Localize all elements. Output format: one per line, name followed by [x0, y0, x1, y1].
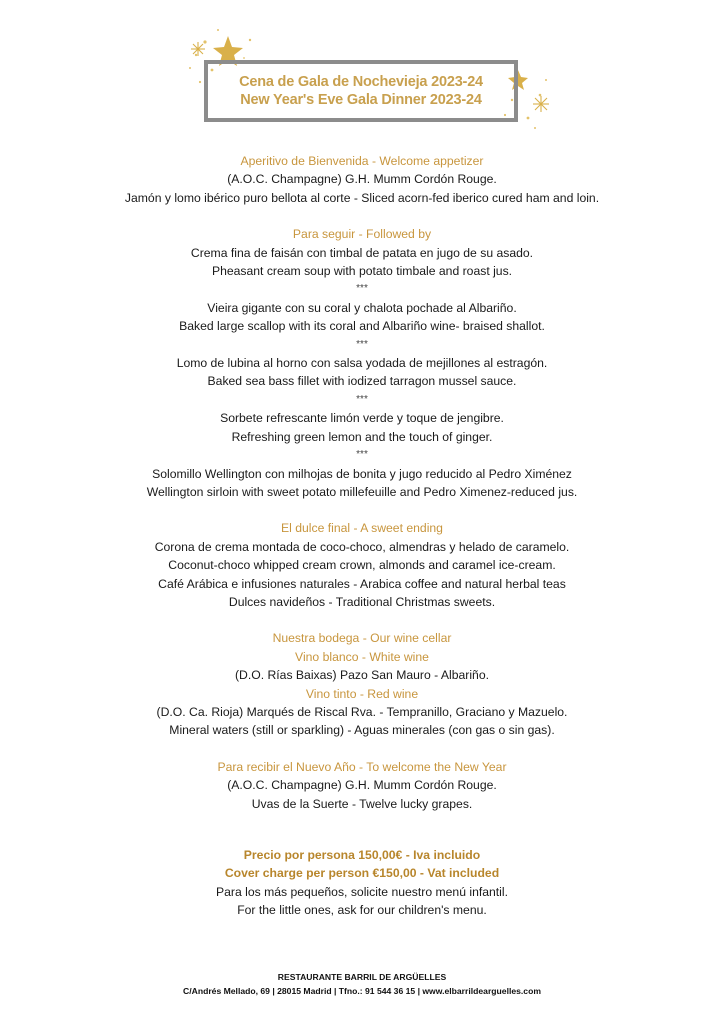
menu-line: (A.O.C. Champagne) G.H. Mumm Cordón Rouge.	[227, 172, 497, 187]
course-en: Baked sea bass fillet with iodized tarragon mussel sauce.	[207, 374, 517, 389]
footer	[0, 971, 724, 998]
course-es: Vieira gigante con su coral y chalota pochade al Albariño.	[207, 300, 517, 315]
course-es: Sorbete refrescante limón verde y toque de jengibre.	[220, 411, 504, 426]
kids-note-spanish: Para los más pequeños, solicite nuestro menú infantil.	[216, 884, 508, 899]
price-english: Cover charge per person €150,00 - Vat included	[224, 866, 500, 881]
section-title: Aperitivo de Bienvenida - Welcome appetizer	[240, 154, 484, 168]
course-en: Wellington sirloin with sweet potato millefeuille and Pedro Ximenez-reduced jus.	[146, 484, 578, 499]
contact-line: C/Andrés Mellado, 69 | 28015 Madrid | Tfno.: 91 544 36 15 | www.elbarrildearguelles.com	[183, 985, 541, 996]
menu-body	[0, 152, 724, 813]
course-en: Baked large scallop with its coral and Albariño wine- braised shallot.	[179, 319, 545, 334]
section-dessert	[0, 519, 724, 611]
subsection-title: Vino tinto - Red wine	[305, 686, 419, 701]
course-es: Solomillo Wellington con milhojas de bonita y jugo reducido al Pedro Ximénez	[152, 466, 572, 481]
course-en: Refreshing green lemon and the touch of ginger.	[231, 429, 493, 444]
section-title: Para seguir - Followed by	[292, 227, 432, 242]
menu-line: Uvas de la Suerte - Twelve lucky grapes.	[251, 796, 473, 811]
section-newyear	[0, 758, 724, 813]
course-es: Crema fina de faisán con timbal de patata en jugo de su asado.	[190, 245, 534, 260]
section-followed	[0, 225, 724, 501]
section-title: Nuestra bodega - Our wine cellar	[272, 631, 452, 646]
menu-line: Mineral waters (still or sparkling) - Aguas minerales (con gas o sin gas).	[169, 723, 555, 738]
separator: ***	[356, 449, 368, 461]
section-title: El dulce final - A sweet ending	[281, 521, 443, 536]
title-english: New Year's Eve Gala Dinner 2023-24	[240, 92, 482, 108]
section-wine	[0, 629, 724, 739]
menu-line: (D.O. Ca. Rioja) Marqués de Riscal Rva. - Tempranillo, Graciano y Mazuelo.	[156, 704, 568, 719]
section-title: Para recibir el Nuevo Año - To welcome the New Year	[217, 759, 507, 774]
pricing	[0, 846, 724, 920]
menu-line: (D.O. Rías Baixas) Pazo San Mauro - Albariño.	[234, 668, 489, 683]
menu-line: Café Arábica e infusiones naturales - Arabica coffee and natural herbal teas	[158, 576, 566, 591]
separator: ***	[356, 393, 368, 405]
section-welcome	[0, 152, 724, 207]
subsection-title: Vino blanco - White wine	[295, 649, 429, 664]
menu-line: Dulces navideños - Traditional Christmas sweets.	[228, 594, 496, 609]
course-en: Pheasant cream soup with potato timbale and roast jus.	[211, 264, 513, 279]
menu-line: Coconut-choco whipped cream crown, almonds and caramel ice-cream.	[168, 558, 556, 573]
menu-line: Jamón y lomo ibérico puro bellota al corte - Sliced acorn-fed iberico cured ham and loin.	[124, 190, 600, 205]
course-es: Lomo de lubina al horno con salsa yodada de mejillones al estragón.	[176, 356, 548, 371]
price-spanish: Precio por persona 150,00€ - Iva incluido	[243, 848, 481, 862]
separator: ***	[356, 338, 368, 350]
restaurant-name: RESTAURANTE BARRIL DE ARGÜELLES	[277, 972, 447, 982]
kids-note-english: For the little ones, ask for our children's menu.	[237, 903, 487, 918]
separator: ***	[356, 283, 368, 295]
menu-line: (A.O.C. Champagne) G.H. Mumm Cordón Rouge.	[227, 778, 497, 793]
title-frame	[204, 60, 518, 122]
title-spanish: Cena de Gala de Nochevieja 2023-24	[239, 74, 483, 90]
menu-line: Corona de crema montada de coco-choco, almendras y helado de caramelo.	[154, 539, 570, 554]
